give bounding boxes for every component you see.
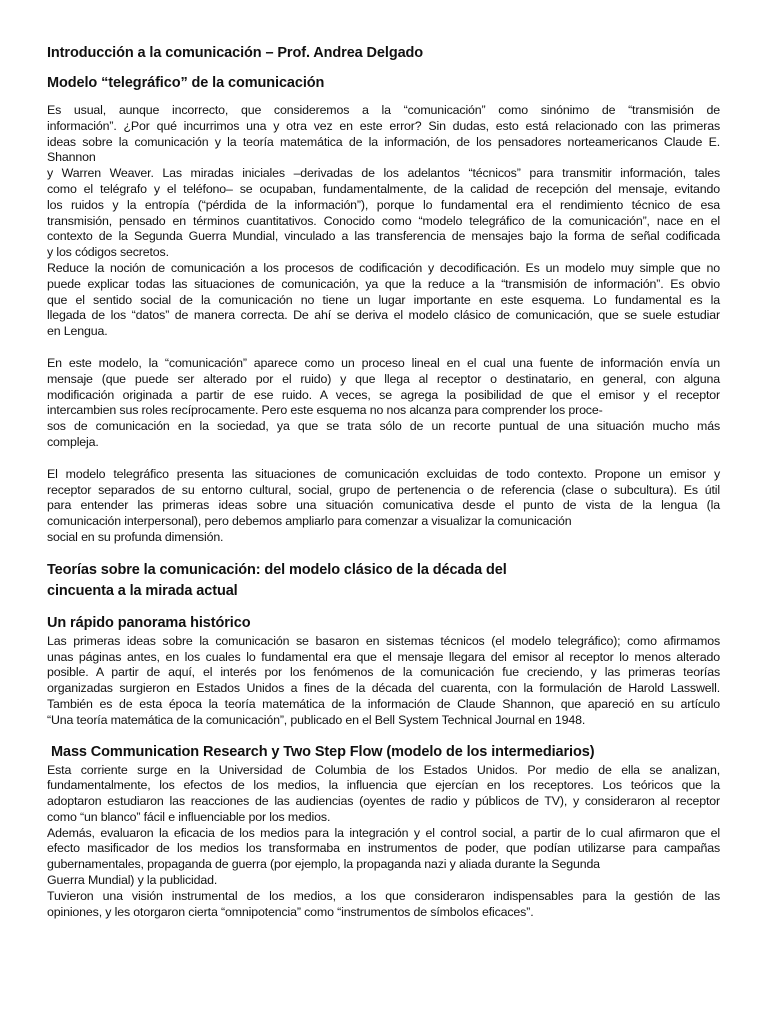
- text-line: Esta corriente surge en la Universidad de Columbia de los Estados Unidos. Por medio de ella se analizan,: [47, 762, 720, 777]
- text-line: Tuvieron una visión instrumental de los medios, a los que consideraron indispensables para la gestión de las: [47, 888, 720, 903]
- text-line: llegada de los “datos” de manera correcta. De ahí se deriva el modelo clásico de comunicación, que se suele estudiar: [47, 308, 720, 323]
- text-line: social en su profunda dimensión.: [47, 529, 224, 544]
- section-heading-panorama-historico: Un rápido panorama histórico: [47, 614, 251, 631]
- text-line: receptor separados de su entorno cultural, social, grupo de pertenencia o de referencia (clase o subcultura). Es útil: [47, 482, 720, 497]
- paragraph: [47, 873, 720, 889]
- text-line: en Lengua.: [47, 324, 108, 339]
- text-line: “Una teoría matemática de la comunicación”, publicado en el Bell System Technical Journal en 1948.: [47, 712, 586, 727]
- text-line: También es de esta época la teoría matemática de la información de Claude Shannon, que apareció en su artículo: [47, 696, 720, 711]
- paragraph: [47, 530, 720, 546]
- text-line: sos de comunicación en la sociedad, ya que se trata sólo de un recorte puntual de una situación mucho más: [47, 419, 720, 434]
- text-line: adoptaron estudiaron las reacciones de las audiencias (oyentes de radio y públicos de TV), y consideraron al receptor: [47, 794, 720, 809]
- text-line: que el sentido social de la comunicación no tiene un lugar importante en este esquema. Lo fundamental es la: [47, 292, 720, 307]
- text-line: Shannon: [47, 150, 96, 165]
- text-line: Es usual, aunque incorrecto, que consideremos a la “comunicación” como sinónimo de “transmisión de: [47, 103, 720, 117]
- paragraph: [47, 261, 720, 340]
- paragraph: [47, 103, 720, 166]
- section-heading-teorias: [47, 560, 720, 602]
- text-line: ideas sobre la comunicación y la teoría matemática de la información, de los pensadores norteamericanos Claude E.: [47, 134, 720, 149]
- text-line: los ruidos y la entropía (“pérdida de la información”), porque lo fundamental era el rendimiento técnico de esa: [47, 197, 720, 212]
- text-line: El modelo telegráfico presenta las situaciones de comunicación excluidas de todo contexto. Propone un emisor y: [47, 466, 720, 481]
- text-line: mensaje (que puede ser alterado por el ruido) y que llega al receptor o destinatario, en general, con alguna: [47, 371, 720, 386]
- paragraph: [47, 419, 720, 451]
- text-line: puede explicar todas las situaciones de comunicación, ya que la reduce a la “transmisión de información”. Es obvio: [47, 276, 720, 291]
- paragraph: [47, 166, 720, 261]
- text-line: compleja.: [47, 434, 99, 449]
- text-line: Guerra Mundial) y la publicidad.: [47, 873, 218, 888]
- paragraph: [47, 763, 720, 826]
- text-line: fundamentalmente, los efectos de los medios, la influencia que ejercían en los receptores. Los teóricos que la: [47, 778, 720, 793]
- paragraph: [47, 889, 720, 921]
- text-line: organizadas surgieron en Estados Unidos a fines de la década del cuarenta, con la formulación de Harold Lasswell.: [47, 681, 720, 696]
- document-title: Introducción a la comunicación – Prof. Andrea Delgado: [47, 45, 424, 61]
- text-line: para entender las primeras ideas sobre una situación comunicativa desde el punto de vista de la lengua (la: [47, 498, 720, 513]
- section-heading-mass-communication: Mass Communication Research y Two Step Flow (modelo de los intermediarios): [51, 743, 595, 760]
- paragraph: [47, 356, 720, 419]
- text-line: Reduce la noción de comunicación a los procesos de codificación y decodificación. Es un modelo muy simple que no: [47, 260, 720, 275]
- text-line: y Warren Weaver. Las miradas iniciales –derivadas de los adelantos “técnicos” para transmitir información, tales: [47, 166, 720, 181]
- text-line: efecto masificador de los medios los transformaba en instrumentos de poder, que podían utilizarse para campañas: [47, 841, 720, 856]
- paragraph: [47, 634, 720, 729]
- text-line: posible. A partir de aquí, el interés por los fenómenos de la comunicación fue creciendo, y las primeras teorías: [47, 665, 720, 680]
- text-line: contexto de la Segunda Guerra Mundial, vinculado a las transferencia de mensajes bajo la forma de señal codificada: [47, 229, 720, 244]
- section-heading-teorias-line1: Teorías sobre la comunicación: del modelo clásico de la década del: [47, 561, 507, 578]
- section-heading-teorias-line2: cincuenta a la mirada actual: [47, 582, 238, 599]
- text-line: como “un blanco” fácil e influenciable por los medios.: [47, 809, 331, 824]
- paragraph: [47, 467, 720, 530]
- text-line: como el telégrafo y el teléfono– se ocupaban, fundamentalmente, de la calidad de recepción del mensaje, evitando: [47, 181, 720, 196]
- text-line: unas páginas antes, en los cuales lo fundamental era que el mensaje llegara del emisor al receptor lo menos alterado: [47, 649, 720, 664]
- paragraph: [47, 826, 720, 873]
- text-line: opiniones, y les otorgaron cierta “omnipotencia” como “instrumentos de símbolos eficaces”.: [47, 904, 534, 919]
- text-line: transmisión, pensado en términos cuantitativos. Conocido como “modelo telegráfico de la comunicación”, nace en el: [47, 213, 720, 228]
- text-line: y los códigos secretos.: [47, 245, 169, 260]
- text-line: Las primeras ideas sobre la comunicación se basaron en sistemas técnicos (el modelo telegráfico); como afirmamos: [47, 633, 720, 648]
- section-heading-modelo-telegrafico: Modelo “telegráfico” de la comunicación: [47, 75, 325, 91]
- text-line: gubernamentales, propaganda de guerra (por ejemplo, la propaganda nazi y aliada durante la Segunda: [47, 857, 600, 872]
- text-line: información”. ¿Por qué incurrimos una y otra vez en este error? Sin dudas, esto está relacionado con las primeras: [47, 118, 720, 133]
- text-line: Además, evaluaron la eficacia de los medios para la integración y el control social, a partir de lo cual afirmaron que el: [47, 825, 720, 840]
- text-line: modificación originada a partir de ese ruido. A veces, se agrega la posibilidad de que el emisor y el receptor: [47, 387, 720, 402]
- text-line: comunicación interpersonal), pero debemos ampliarlo para comenzar a visualizar la comunicación: [47, 514, 572, 529]
- text-line: En este modelo, la “comunicación” aparece como un proceso lineal en el cual una fuente de información envía un: [47, 355, 720, 370]
- text-line: intercambien sus roles recíprocamente. Pero este esquema no nos alcanza para comprender los proce-: [47, 403, 603, 418]
